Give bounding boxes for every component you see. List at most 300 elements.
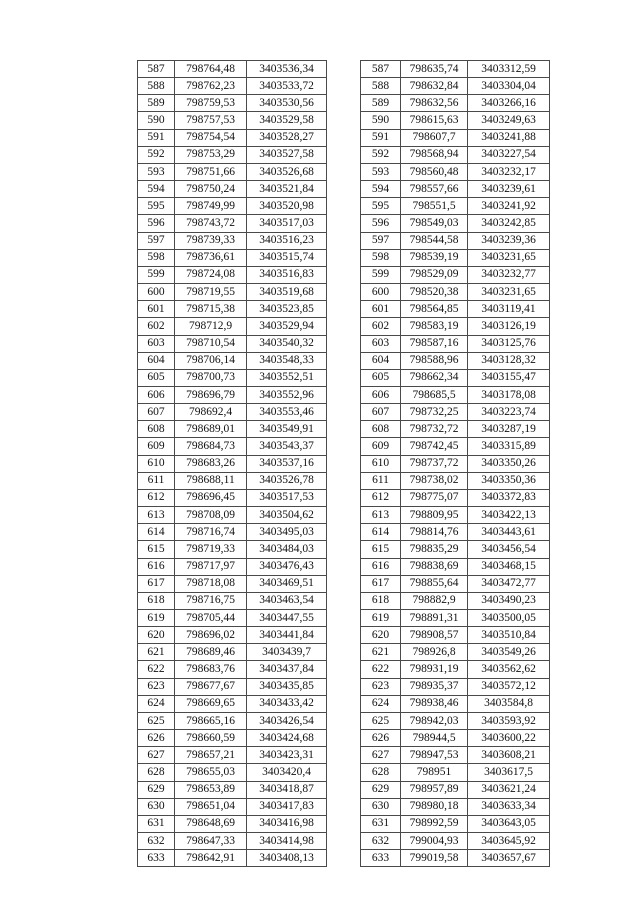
y-coordinate-cell: 3403231,65 <box>468 284 550 301</box>
y-coordinate-cell: 3403426,54 <box>247 712 327 729</box>
table-row <box>138 352 327 369</box>
table-row <box>138 798 327 815</box>
point-number-cell: 608 <box>361 421 401 438</box>
x-coordinate-cell: 798809,95 <box>401 507 468 524</box>
table-row <box>138 815 327 832</box>
x-coordinate-cell: 798560,48 <box>401 163 468 180</box>
table-row <box>361 163 550 180</box>
point-number-cell: 596 <box>361 215 401 232</box>
x-coordinate-cell: 798951 <box>401 764 468 781</box>
y-coordinate-cell: 3403155,47 <box>468 369 550 386</box>
x-coordinate-cell: 798719,55 <box>175 284 247 301</box>
point-number-cell: 629 <box>361 781 401 798</box>
table-row <box>361 730 550 747</box>
point-number-cell: 607 <box>138 404 175 421</box>
x-coordinate-cell: 798764,48 <box>175 61 247 78</box>
table-row <box>138 421 327 438</box>
x-coordinate-cell: 798696,45 <box>175 489 247 506</box>
x-coordinate-cell: 798719,33 <box>175 541 247 558</box>
y-coordinate-cell: 3403472,77 <box>468 575 550 592</box>
table-row <box>361 249 550 266</box>
x-coordinate-cell: 798947,53 <box>401 747 468 764</box>
x-coordinate-cell: 798607,7 <box>401 129 468 146</box>
y-coordinate-cell: 3403227,54 <box>468 146 550 163</box>
point-number-cell: 633 <box>361 850 401 867</box>
x-coordinate-cell: 798683,76 <box>175 661 247 678</box>
y-coordinate-cell: 3403519,68 <box>247 284 327 301</box>
table-row <box>138 301 327 318</box>
point-number-cell: 614 <box>138 524 175 541</box>
y-coordinate-cell: 3403549,26 <box>468 644 550 661</box>
table-row <box>138 61 327 78</box>
table-row <box>361 815 550 832</box>
point-number-cell: 619 <box>361 610 401 627</box>
table-row <box>138 232 327 249</box>
y-coordinate-cell: 3403530,56 <box>247 95 327 112</box>
point-number-cell: 602 <box>138 318 175 335</box>
y-coordinate-cell: 3403517,03 <box>247 215 327 232</box>
y-coordinate-cell: 3403178,08 <box>468 386 550 403</box>
x-coordinate-cell: 798655,03 <box>175 764 247 781</box>
point-number-cell: 617 <box>138 575 175 592</box>
y-coordinate-cell: 3403418,87 <box>247 781 327 798</box>
y-coordinate-cell: 3403562,62 <box>468 661 550 678</box>
table-row <box>138 369 327 386</box>
point-number-cell: 629 <box>138 781 175 798</box>
y-coordinate-cell: 3403617,5 <box>468 764 550 781</box>
y-coordinate-cell: 3403540,32 <box>247 335 327 352</box>
table-row <box>361 524 550 541</box>
table-row <box>138 489 327 506</box>
point-number-cell: 631 <box>361 815 401 832</box>
table-row <box>361 301 550 318</box>
y-coordinate-cell: 3403287,19 <box>468 421 550 438</box>
point-number-cell: 613 <box>361 507 401 524</box>
table-row <box>361 61 550 78</box>
x-coordinate-cell: 798749,99 <box>175 198 247 215</box>
table-row <box>361 404 550 421</box>
table-row <box>361 95 550 112</box>
point-number-cell: 608 <box>138 421 175 438</box>
y-coordinate-cell: 3403584,8 <box>468 695 550 712</box>
y-coordinate-cell: 3403422,13 <box>468 507 550 524</box>
point-number-cell: 624 <box>138 695 175 712</box>
y-coordinate-cell: 3403420,4 <box>247 764 327 781</box>
x-coordinate-cell: 798838,69 <box>401 558 468 575</box>
x-coordinate-cell: 798738,02 <box>401 472 468 489</box>
table-row <box>361 386 550 403</box>
table-row <box>361 558 550 575</box>
x-coordinate-cell: 798708,09 <box>175 507 247 524</box>
coordinates-table-left-body <box>138 61 327 867</box>
x-coordinate-cell: 798653,89 <box>175 781 247 798</box>
y-coordinate-cell: 3403312,59 <box>468 61 550 78</box>
y-coordinate-cell: 3403529,94 <box>247 318 327 335</box>
y-coordinate-cell: 3403521,84 <box>247 181 327 198</box>
point-number-cell: 603 <box>361 335 401 352</box>
table-row <box>138 455 327 472</box>
y-coordinate-cell: 3403435,85 <box>247 678 327 695</box>
table-row <box>361 215 550 232</box>
point-number-cell: 623 <box>138 678 175 695</box>
point-number-cell: 625 <box>138 712 175 729</box>
x-coordinate-cell: 798549,03 <box>401 215 468 232</box>
point-number-cell: 606 <box>138 386 175 403</box>
table-row <box>138 472 327 489</box>
x-coordinate-cell: 798588,96 <box>401 352 468 369</box>
x-coordinate-cell: 798710,54 <box>175 335 247 352</box>
table-row <box>361 198 550 215</box>
y-coordinate-cell: 3403600,22 <box>468 730 550 747</box>
x-coordinate-cell: 798754,54 <box>175 129 247 146</box>
table-row <box>138 541 327 558</box>
x-coordinate-cell: 798992,59 <box>401 815 468 832</box>
table-row <box>361 146 550 163</box>
point-number-cell: 588 <box>361 78 401 95</box>
point-number-cell: 612 <box>361 489 401 506</box>
point-number-cell: 615 <box>361 541 401 558</box>
table-row <box>361 112 550 129</box>
point-number-cell: 598 <box>361 249 401 266</box>
table-row <box>138 592 327 609</box>
y-coordinate-cell: 3403424,68 <box>247 730 327 747</box>
point-number-cell: 603 <box>138 335 175 352</box>
table-row <box>361 335 550 352</box>
point-number-cell: 621 <box>138 644 175 661</box>
x-coordinate-cell: 798759,53 <box>175 95 247 112</box>
y-coordinate-cell: 3403526,78 <box>247 472 327 489</box>
point-number-cell: 609 <box>361 438 401 455</box>
y-coordinate-cell: 3403526,68 <box>247 163 327 180</box>
point-number-cell: 632 <box>361 833 401 850</box>
point-number-cell: 597 <box>361 232 401 249</box>
y-coordinate-cell: 3403543,37 <box>247 438 327 455</box>
table-row <box>138 249 327 266</box>
y-coordinate-cell: 3403241,92 <box>468 198 550 215</box>
y-coordinate-cell: 3403239,36 <box>468 232 550 249</box>
y-coordinate-cell: 3403657,67 <box>468 850 550 867</box>
table-row <box>361 678 550 695</box>
point-number-cell: 604 <box>361 352 401 369</box>
point-number-cell: 612 <box>138 489 175 506</box>
table-row <box>361 489 550 506</box>
point-number-cell: 587 <box>138 61 175 78</box>
x-coordinate-cell: 798938,46 <box>401 695 468 712</box>
x-coordinate-cell: 798683,26 <box>175 455 247 472</box>
y-coordinate-cell: 3403231,65 <box>468 249 550 266</box>
point-number-cell: 592 <box>361 146 401 163</box>
table-row <box>361 592 550 609</box>
x-coordinate-cell: 798520,38 <box>401 284 468 301</box>
table-row <box>138 730 327 747</box>
y-coordinate-cell: 3403469,51 <box>247 575 327 592</box>
table-row <box>361 472 550 489</box>
x-coordinate-cell: 798632,56 <box>401 95 468 112</box>
y-coordinate-cell: 3403125,76 <box>468 335 550 352</box>
x-coordinate-cell: 798665,16 <box>175 712 247 729</box>
table-row <box>361 541 550 558</box>
table-row <box>138 747 327 764</box>
point-number-cell: 589 <box>138 95 175 112</box>
y-coordinate-cell: 3403126,19 <box>468 318 550 335</box>
point-number-cell: 622 <box>361 661 401 678</box>
x-coordinate-cell: 798736,61 <box>175 249 247 266</box>
point-number-cell: 595 <box>361 198 401 215</box>
point-number-cell: 624 <box>361 695 401 712</box>
y-coordinate-cell: 3403516,83 <box>247 266 327 283</box>
x-coordinate-cell: 798775,07 <box>401 489 468 506</box>
point-number-cell: 630 <box>361 798 401 815</box>
x-coordinate-cell: 798724,08 <box>175 266 247 283</box>
point-number-cell: 627 <box>361 747 401 764</box>
point-number-cell: 590 <box>361 112 401 129</box>
y-coordinate-cell: 3403241,88 <box>468 129 550 146</box>
y-coordinate-cell: 3403536,34 <box>247 61 327 78</box>
x-coordinate-cell: 798835,29 <box>401 541 468 558</box>
y-coordinate-cell: 3403350,26 <box>468 455 550 472</box>
x-coordinate-cell: 798926,8 <box>401 644 468 661</box>
y-coordinate-cell: 3403553,46 <box>247 404 327 421</box>
y-coordinate-cell: 3403572,12 <box>468 678 550 695</box>
x-coordinate-cell: 798677,67 <box>175 678 247 695</box>
x-coordinate-cell: 798688,11 <box>175 472 247 489</box>
y-coordinate-cell: 3403515,74 <box>247 249 327 266</box>
x-coordinate-cell: 798696,02 <box>175 627 247 644</box>
table-row <box>138 661 327 678</box>
x-coordinate-cell: 798762,23 <box>175 78 247 95</box>
y-coordinate-cell: 3403548,33 <box>247 352 327 369</box>
x-coordinate-cell: 798882,9 <box>401 592 468 609</box>
y-coordinate-cell: 3403232,17 <box>468 163 550 180</box>
table-row <box>138 163 327 180</box>
y-coordinate-cell: 3403552,51 <box>247 369 327 386</box>
coordinates-table-right-body <box>361 61 550 867</box>
y-coordinate-cell: 3403533,72 <box>247 78 327 95</box>
table-row <box>361 833 550 850</box>
table-row <box>361 712 550 729</box>
table-row <box>138 335 327 352</box>
y-coordinate-cell: 3403621,24 <box>468 781 550 798</box>
table-row <box>361 644 550 661</box>
table-row <box>138 284 327 301</box>
table-row <box>361 661 550 678</box>
table-row <box>361 850 550 867</box>
x-coordinate-cell: 798980,18 <box>401 798 468 815</box>
table-row <box>361 369 550 386</box>
point-number-cell: 618 <box>361 592 401 609</box>
y-coordinate-cell: 3403528,27 <box>247 129 327 146</box>
x-coordinate-cell: 798660,59 <box>175 730 247 747</box>
table-row <box>361 507 550 524</box>
x-coordinate-cell: 798944,5 <box>401 730 468 747</box>
table-row <box>138 507 327 524</box>
y-coordinate-cell: 3403593,92 <box>468 712 550 729</box>
y-coordinate-cell: 3403495,03 <box>247 524 327 541</box>
point-number-cell: 619 <box>138 610 175 627</box>
x-coordinate-cell: 799019,58 <box>401 850 468 867</box>
table-row <box>361 284 550 301</box>
point-number-cell: 611 <box>138 472 175 489</box>
point-number-cell: 633 <box>138 850 175 867</box>
x-coordinate-cell: 798669,65 <box>175 695 247 712</box>
y-coordinate-cell: 3403423,31 <box>247 747 327 764</box>
x-coordinate-cell: 798737,72 <box>401 455 468 472</box>
y-coordinate-cell: 3403633,34 <box>468 798 550 815</box>
point-number-cell: 593 <box>361 163 401 180</box>
point-number-cell: 631 <box>138 815 175 832</box>
x-coordinate-cell: 798529,09 <box>401 266 468 283</box>
y-coordinate-cell: 3403414,98 <box>247 833 327 850</box>
point-number-cell: 622 <box>138 661 175 678</box>
y-coordinate-cell: 3403416,98 <box>247 815 327 832</box>
point-number-cell: 594 <box>361 181 401 198</box>
point-number-cell: 616 <box>361 558 401 575</box>
x-coordinate-cell: 798632,84 <box>401 78 468 95</box>
x-coordinate-cell: 798551,5 <box>401 198 468 215</box>
table-row <box>138 129 327 146</box>
x-coordinate-cell: 798908,57 <box>401 627 468 644</box>
table-row <box>138 266 327 283</box>
point-number-cell: 628 <box>361 764 401 781</box>
point-number-cell: 605 <box>138 369 175 386</box>
table-row <box>361 181 550 198</box>
y-coordinate-cell: 3403119,41 <box>468 301 550 318</box>
y-coordinate-cell: 3403468,15 <box>468 558 550 575</box>
point-number-cell: 627 <box>138 747 175 764</box>
y-coordinate-cell: 3403242,85 <box>468 215 550 232</box>
table-row <box>138 215 327 232</box>
x-coordinate-cell: 798705,44 <box>175 610 247 627</box>
y-coordinate-cell: 3403516,23 <box>247 232 327 249</box>
point-number-cell: 591 <box>138 129 175 146</box>
x-coordinate-cell: 798544,58 <box>401 232 468 249</box>
x-coordinate-cell: 798716,74 <box>175 524 247 541</box>
y-coordinate-cell: 3403552,96 <box>247 386 327 403</box>
y-coordinate-cell: 3403456,54 <box>468 541 550 558</box>
x-coordinate-cell: 798751,66 <box>175 163 247 180</box>
y-coordinate-cell: 3403439,7 <box>247 644 327 661</box>
point-number-cell: 610 <box>361 455 401 472</box>
x-coordinate-cell: 798651,04 <box>175 798 247 815</box>
x-coordinate-cell: 798716,75 <box>175 592 247 609</box>
table-row <box>138 318 327 335</box>
x-coordinate-cell: 798712,9 <box>175 318 247 335</box>
point-number-cell: 602 <box>361 318 401 335</box>
x-coordinate-cell: 798700,73 <box>175 369 247 386</box>
table-row <box>361 438 550 455</box>
point-number-cell: 600 <box>138 284 175 301</box>
point-number-cell: 609 <box>138 438 175 455</box>
point-number-cell: 588 <box>138 78 175 95</box>
x-coordinate-cell: 798568,94 <box>401 146 468 163</box>
x-coordinate-cell: 798742,45 <box>401 438 468 455</box>
point-number-cell: 593 <box>138 163 175 180</box>
y-coordinate-cell: 3403433,42 <box>247 695 327 712</box>
x-coordinate-cell: 798931,19 <box>401 661 468 678</box>
table-row <box>361 575 550 592</box>
point-number-cell: 599 <box>138 266 175 283</box>
y-coordinate-cell: 3403476,43 <box>247 558 327 575</box>
table-row <box>138 850 327 867</box>
table-row <box>138 112 327 129</box>
point-number-cell: 599 <box>361 266 401 283</box>
table-row <box>361 798 550 815</box>
x-coordinate-cell: 798689,46 <box>175 644 247 661</box>
y-coordinate-cell: 3403447,55 <box>247 610 327 627</box>
x-coordinate-cell: 798615,63 <box>401 112 468 129</box>
point-number-cell: 605 <box>361 369 401 386</box>
table-row <box>138 575 327 592</box>
table-row <box>138 404 327 421</box>
table-row <box>138 695 327 712</box>
x-coordinate-cell: 798685,5 <box>401 386 468 403</box>
y-coordinate-cell: 3403408,13 <box>247 850 327 867</box>
y-coordinate-cell: 3403517,53 <box>247 489 327 506</box>
x-coordinate-cell: 798557,66 <box>401 181 468 198</box>
y-coordinate-cell: 3403443,61 <box>468 524 550 541</box>
table-row <box>361 627 550 644</box>
x-coordinate-cell: 798648,69 <box>175 815 247 832</box>
table-row <box>361 455 550 472</box>
x-coordinate-cell: 798814,76 <box>401 524 468 541</box>
table-row <box>138 610 327 627</box>
y-coordinate-cell: 3403490,23 <box>468 592 550 609</box>
point-number-cell: 618 <box>138 592 175 609</box>
y-coordinate-cell: 3403537,16 <box>247 455 327 472</box>
x-coordinate-cell: 798718,08 <box>175 575 247 592</box>
point-number-cell: 616 <box>138 558 175 575</box>
point-number-cell: 623 <box>361 678 401 695</box>
point-number-cell: 625 <box>361 712 401 729</box>
table-row <box>361 764 550 781</box>
point-number-cell: 620 <box>138 627 175 644</box>
table-row <box>361 610 550 627</box>
x-coordinate-cell: 798732,72 <box>401 421 468 438</box>
table-row <box>138 712 327 729</box>
point-number-cell: 611 <box>361 472 401 489</box>
table-row <box>138 627 327 644</box>
y-coordinate-cell: 3403266,16 <box>468 95 550 112</box>
point-number-cell: 614 <box>361 524 401 541</box>
y-coordinate-cell: 3403645,92 <box>468 833 550 850</box>
x-coordinate-cell: 798957,89 <box>401 781 468 798</box>
table-row <box>138 678 327 695</box>
x-coordinate-cell: 799004,93 <box>401 833 468 850</box>
x-coordinate-cell: 798564,85 <box>401 301 468 318</box>
y-coordinate-cell: 3403510,84 <box>468 627 550 644</box>
x-coordinate-cell: 798587,16 <box>401 335 468 352</box>
x-coordinate-cell: 798891,31 <box>401 610 468 627</box>
table-row <box>138 558 327 575</box>
point-number-cell: 598 <box>138 249 175 266</box>
point-number-cell: 587 <box>361 61 401 78</box>
point-number-cell: 626 <box>361 730 401 747</box>
point-number-cell: 621 <box>361 644 401 661</box>
x-coordinate-cell: 798942,03 <box>401 712 468 729</box>
point-number-cell: 601 <box>138 301 175 318</box>
point-number-cell: 628 <box>138 764 175 781</box>
table-row <box>361 695 550 712</box>
point-number-cell: 601 <box>361 301 401 318</box>
x-coordinate-cell: 798739,33 <box>175 232 247 249</box>
point-number-cell: 630 <box>138 798 175 815</box>
point-number-cell: 615 <box>138 541 175 558</box>
point-number-cell: 594 <box>138 181 175 198</box>
x-coordinate-cell: 798717,97 <box>175 558 247 575</box>
x-coordinate-cell: 798692,4 <box>175 404 247 421</box>
y-coordinate-cell: 3403315,89 <box>468 438 550 455</box>
x-coordinate-cell: 798753,29 <box>175 146 247 163</box>
